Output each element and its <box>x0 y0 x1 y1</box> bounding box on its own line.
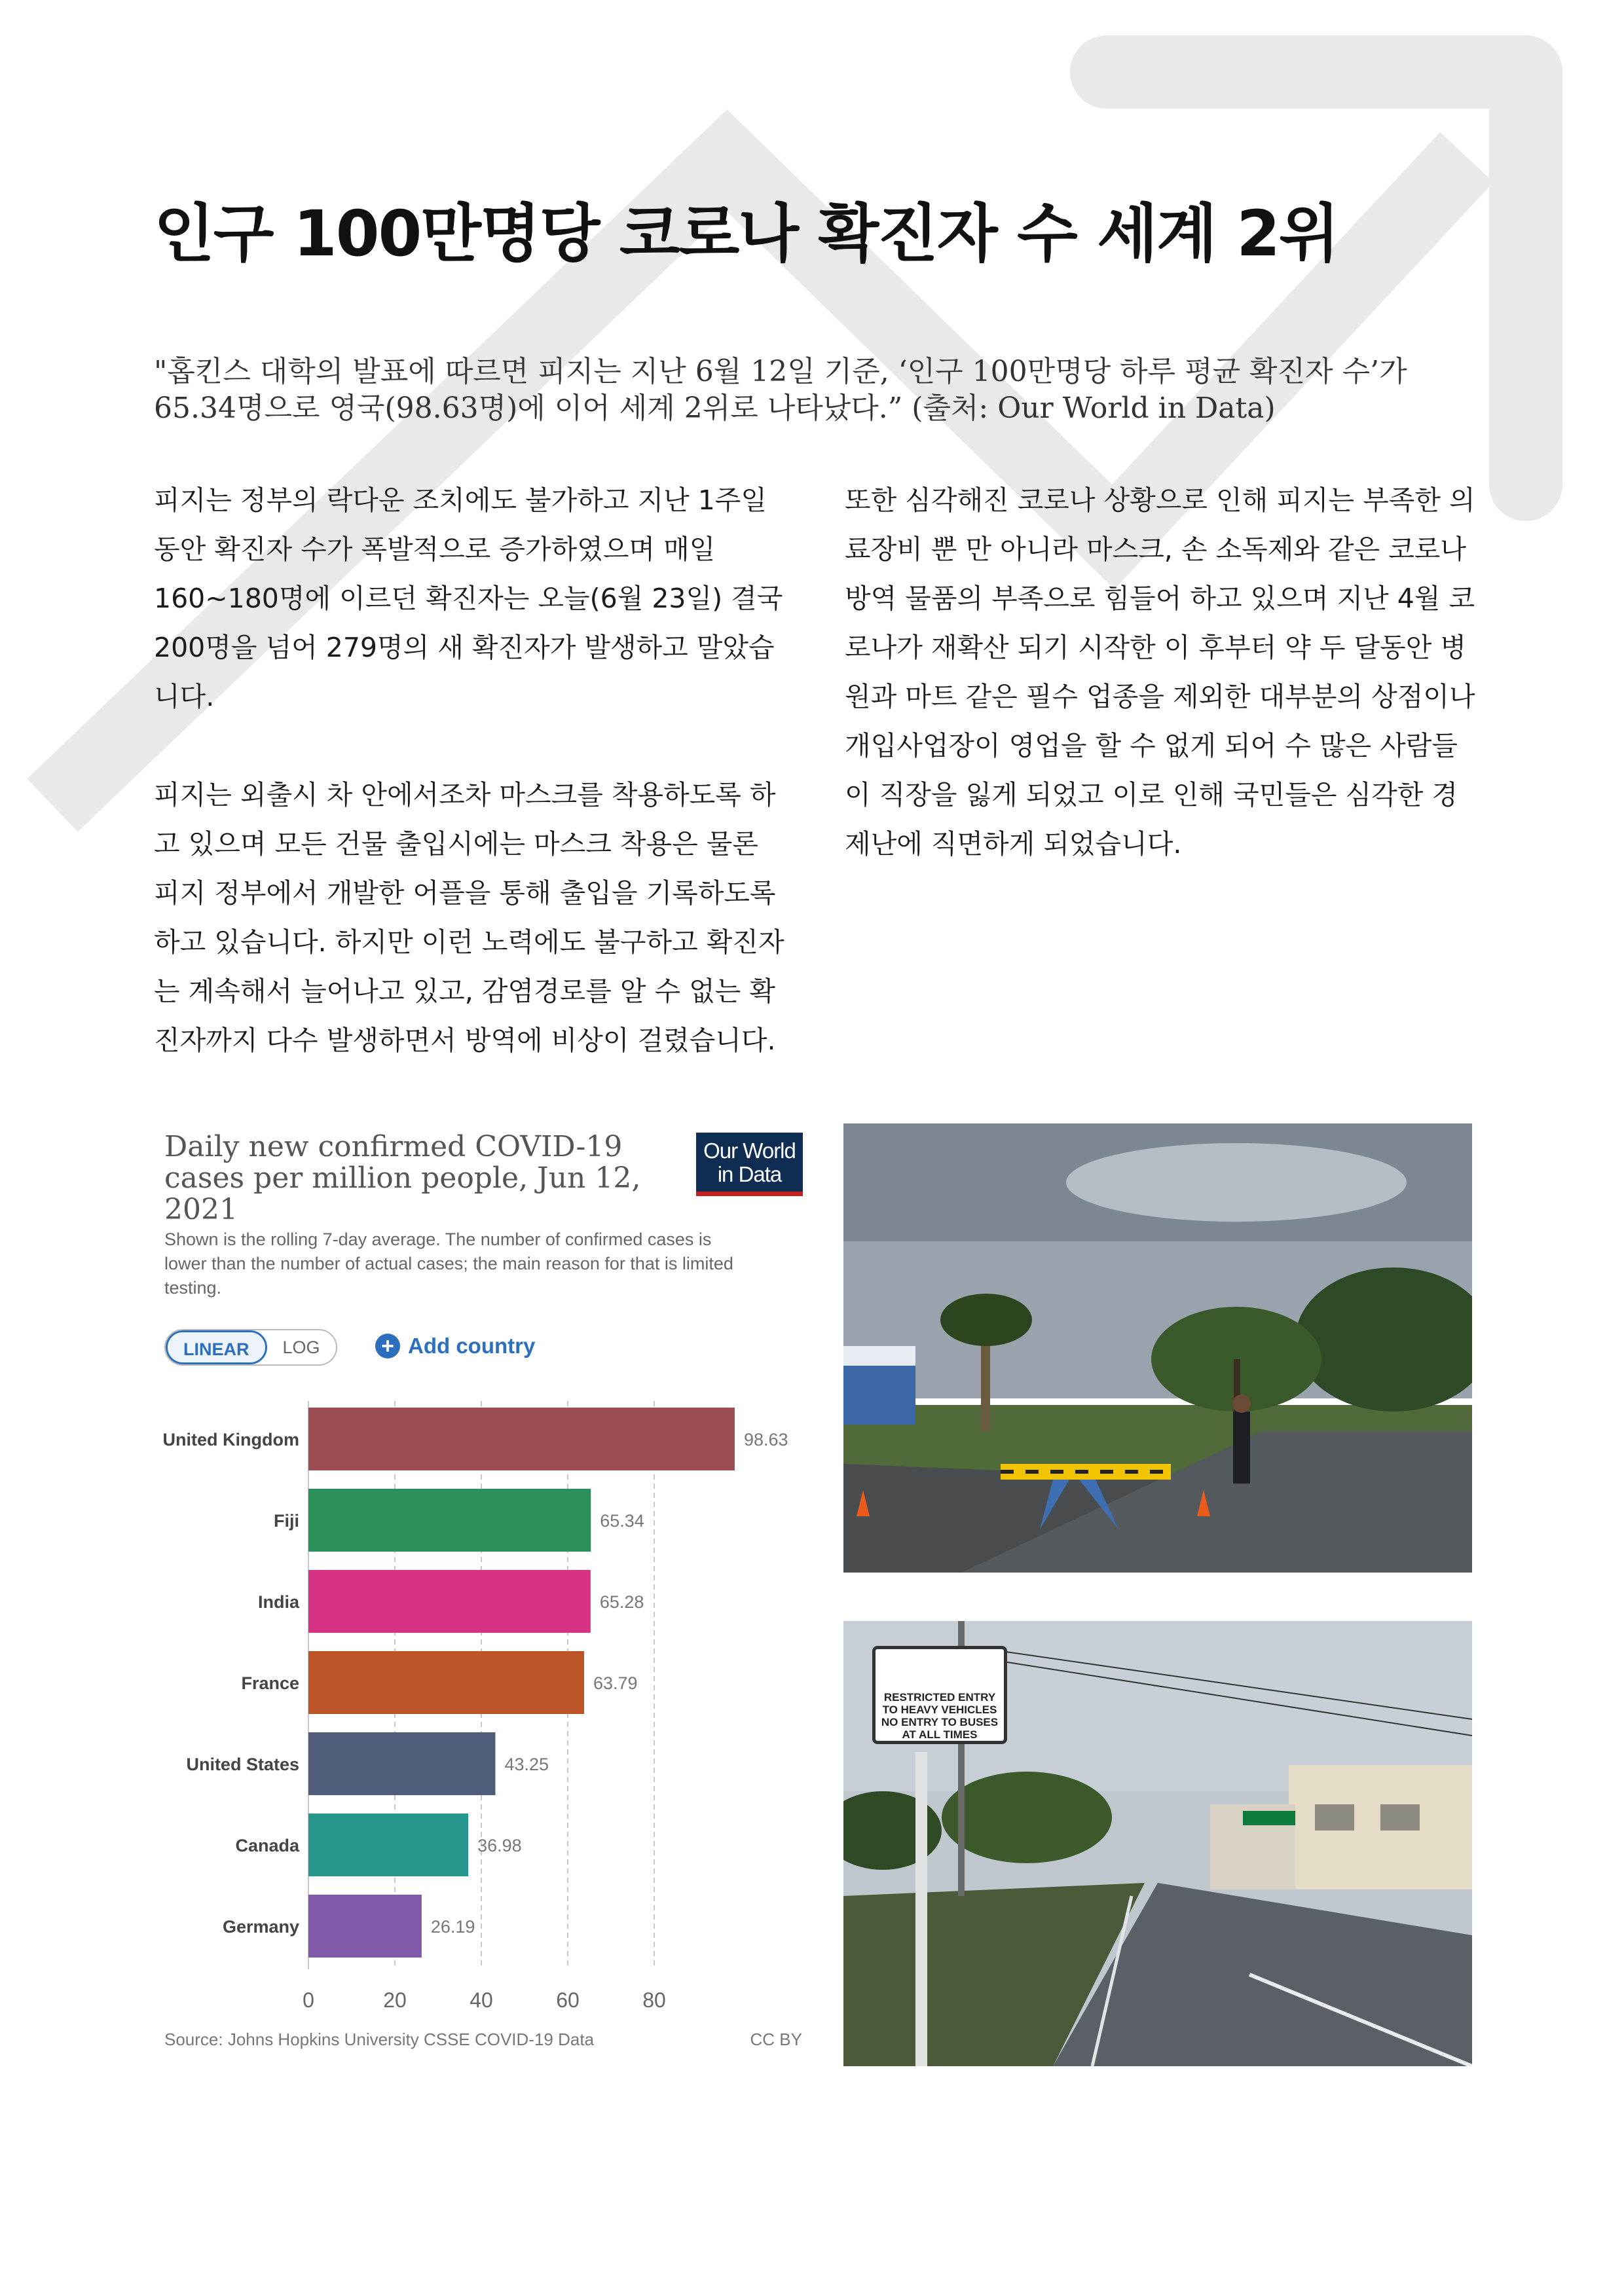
source-quote: "홉킨스 대학의 발표에 따르면 피지는 지난 6월 12일 기준, ‘인구 100만명당 하루 평균 확진자 수’가 65.34명으로 영국(98.63명)에 이어 세계 2위로 나타났다.” (출처: Our World in Data) <box>154 355 1407 425</box>
add-country-label: Add country <box>408 1334 536 1358</box>
owid-logo-line1: Our World <box>703 1139 796 1163</box>
category-label: India <box>257 1592 299 1612</box>
left-text-column <box>154 476 789 1114</box>
bar <box>308 1895 422 1958</box>
paragraph: 피지는 정부의 락다운 조치에도 불가하고 지난 1주일 동안 확진자 수가 폭발적으로 증가하였으며 매일 160~180명에 이르던 확진자는 오늘(6월 23일) 결국 200명을 넘어 279명의 새 확진자가 발생하고 말았습니다. <box>154 484 783 712</box>
right-text-column <box>845 476 1480 918</box>
category-label: United States <box>186 1755 299 1774</box>
page-title: 인구 100만명당 코로나 확진자 수 세계 2위 <box>154 197 1338 270</box>
category-label: United Kingdom <box>162 1430 299 1449</box>
linear-scale-button[interactable]: LINEAR <box>166 1330 267 1364</box>
bar <box>308 1489 591 1552</box>
category-label: Canada <box>235 1836 299 1855</box>
owid-logo-line2: in Data <box>717 1162 782 1186</box>
value-label: 65.28 <box>599 1592 644 1612</box>
x-tick-label: 40 <box>470 1988 493 2012</box>
value-label: 43.25 <box>504 1755 549 1774</box>
paragraph: 피지는 외출시 차 안에서조차 마스크를 착용하도록 하고 있으며 모든 건물 출입시에는 마스크 착용은 물론 피지 정부에서 개발한 어플을 통해 출입을 기록하도록 하고 있습니다. 하지만 이런 노력에도 불구하고 확진자는 계속해서 늘어나고 있고, 감염경로를 알 수 없는 확진자까지 다수 발생하면서 방역에 비상이 걸렸습니다. <box>154 779 784 1056</box>
category-label: Fiji <box>274 1511 299 1531</box>
value-label: 65.34 <box>600 1511 644 1531</box>
category-label: Germany <box>222 1917 299 1937</box>
log-scale-button[interactable]: LOG <box>282 1338 320 1357</box>
roadblock-photo-illustration <box>843 1123 1472 1573</box>
restricted-entry-sign: RESTRICTED ENTRY TO HEAVY VEHICLES NO ENTRY TO BUSES AT ALL TIMES <box>872 1646 1007 1744</box>
chart-source: Source: Johns Hopkins University CSSE COVID-19 Data <box>164 2030 595 2049</box>
x-tick-label: 60 <box>556 1988 580 2012</box>
x-tick-label: 0 <box>303 1988 314 2012</box>
value-label: 98.63 <box>743 1430 788 1449</box>
bar <box>308 1570 591 1633</box>
scale-toggle <box>164 1329 337 1366</box>
value-label: 36.98 <box>477 1836 522 1855</box>
bar <box>308 1813 468 1876</box>
chart-title: Daily new confirmed COVID-19 cases per million people, Jun 12, 2021 <box>164 1130 641 1226</box>
owid-logo-underline <box>696 1192 803 1196</box>
roadblock-photo <box>843 1123 1472 1573</box>
chart-subtitle: Shown is the rolling 7-day average. The number of confirmed cases is lower than the number of actual cases; the main reason for that is limited testing. <box>164 1230 733 1298</box>
value-label: 63.79 <box>593 1673 638 1693</box>
x-tick-label: 80 <box>642 1988 666 2012</box>
value-label: 26.19 <box>430 1917 475 1937</box>
street-photo <box>843 1621 1472 2066</box>
bar-chart <box>154 1388 809 2016</box>
add-country-button[interactable] <box>375 1329 535 1363</box>
plus-icon: + <box>375 1334 400 1358</box>
x-tick-label: 20 <box>383 1988 407 2012</box>
covid-chart-card <box>154 1113 809 2069</box>
bar <box>308 1732 495 1795</box>
category-label: France <box>241 1673 299 1693</box>
bar <box>308 1651 584 1714</box>
paragraph: 또한 심각해진 코로나 상황으로 인해 피지는 부족한 의료장비 뿐 만 아니라 마스크, 손 소독제와 같은 코로나 방역 물품의 부족으로 힘들어 하고 있으며 지난 4월 코로나가 재확산 되기 시작한 이 후부터 약 두 달동안 병원과 마트 같은 필수 업종을 제외한 대부분의 상점이나 개입사업장이 영업을 할 수 없게 되어 수 많은 사람들이 직장을 잃게 되었고 이로 인해 국민들은 심각한 경제난에 직면하게 되었습니다. <box>845 484 1475 860</box>
bar <box>308 1408 735 1470</box>
chart-license[interactable]: CC BY <box>750 2030 802 2049</box>
owid-logo <box>696 1133 803 1193</box>
